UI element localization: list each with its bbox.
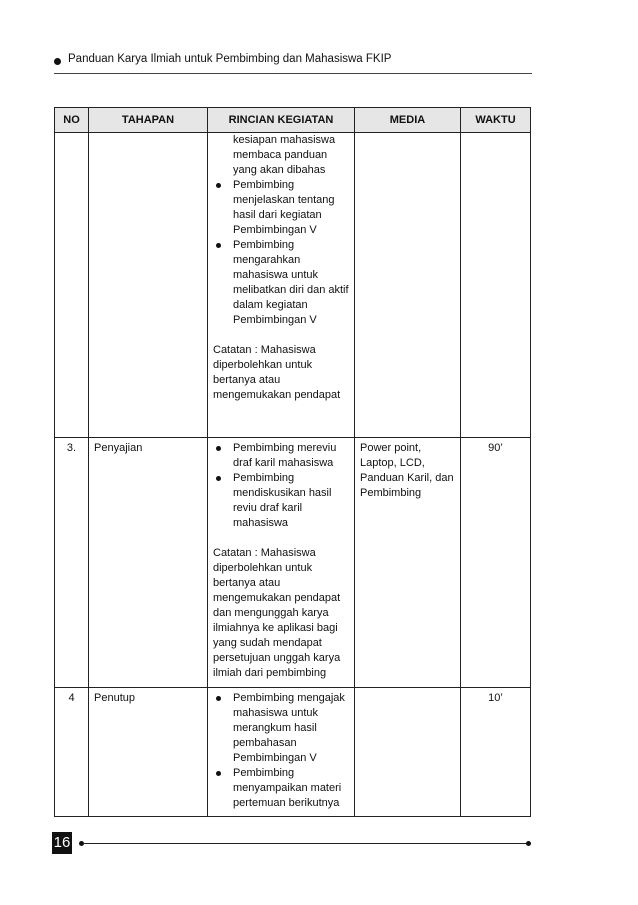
table-row — [55, 133, 531, 438]
header-title: Panduan Karya Ilmiah untuk Pembimbing dan Mahasiswa FKIP — [68, 53, 392, 65]
list-item — [213, 178, 349, 238]
bullet-icon — [216, 243, 221, 248]
bullet-icon — [216, 696, 221, 701]
row-no-cell — [55, 133, 89, 438]
activity-lead-text: kesiapan mahasiswa membaca panduan yang akan dibahas — [233, 134, 336, 176]
list-item — [213, 691, 349, 766]
list-item-text: Pembimbing menjelaskan tentang hasil dari kegiatan Pembimbingan V — [233, 179, 335, 236]
row-stage-cell — [89, 133, 208, 438]
column-header-no: NO — [55, 108, 89, 133]
column-header-waktu: WAKTU — [461, 108, 531, 133]
column-header-rincian-kegiatan: RINCIAN KEGIATAN — [208, 108, 355, 133]
list-item-text: Pembimbing mengarahkan mahasiswa untuk melibatkan diri dan aktif dalam kegiatan Pembimbingan V — [233, 239, 349, 326]
page-number: 16 — [52, 832, 72, 854]
bullet-icon — [216, 183, 221, 188]
activity-table — [54, 107, 531, 817]
row-no-cell: 4 — [55, 688, 89, 817]
activity-list — [213, 691, 349, 811]
table-header-row — [55, 108, 531, 133]
row-activity-cell — [208, 133, 355, 438]
row-stage-cell: Penutup — [89, 688, 208, 817]
row-media-cell — [355, 133, 461, 438]
column-header-tahapan: TAHAPAN — [89, 108, 208, 133]
header-divider — [54, 73, 532, 74]
activity-list — [213, 178, 349, 328]
column-header-media: MEDIA — [355, 108, 461, 133]
row-time-cell: 10’ — [461, 688, 531, 817]
activity-list — [213, 441, 349, 531]
footer-rule — [83, 843, 527, 844]
row-time-cell: 90’ — [461, 438, 531, 688]
list-item-text: Pembimbing menyampaikan materi pertemuan berikutnya — [233, 767, 342, 809]
bullet-icon — [216, 446, 221, 451]
list-item — [213, 766, 349, 811]
list-item-text: Pembimbing mendiskusikan hasil reviu draf karil mahasiswa — [233, 472, 332, 529]
list-item — [213, 441, 349, 471]
activity-note: Catatan : Mahasiswa diperbolehkan untuk bertanya atau mengemukakan pendapat — [213, 344, 341, 401]
row-no-cell: 3. — [55, 438, 89, 688]
row-stage-cell: Penyajian — [89, 438, 208, 688]
row-activity-cell — [208, 438, 355, 688]
list-item — [213, 238, 349, 328]
list-item — [213, 471, 349, 531]
list-item-text: Pembimbing mengajak mahasiswa untuk merangkum hasil pembahasan Pembimbingan V — [233, 692, 345, 764]
bullet-icon — [216, 771, 221, 776]
page-header — [54, 52, 532, 72]
list-item-text: Pembimbing mereviu draf karil mahasiswa — [233, 442, 337, 469]
row-time-cell — [461, 133, 531, 438]
header-bullet-icon — [54, 58, 61, 65]
page-footer — [52, 832, 532, 856]
table-row — [55, 438, 531, 688]
table-row — [55, 688, 531, 817]
row-activity-cell — [208, 688, 355, 817]
activity-note: Catatan : Mahasiswa diperbolehkan untuk bertanya atau mengemukakan pendapat dan mengunggah karya ilmiahnya ke aplikasi bagi yang sudah mendapat persetujuan unggah karya ilmiah dari pembimbing — [213, 547, 341, 679]
row-media-cell: Power point, Laptop, LCD, Panduan Karil, dan Pembimbing — [355, 438, 461, 688]
footer-right-dot-icon — [526, 841, 531, 846]
row-media-cell — [355, 688, 461, 817]
bullet-icon — [216, 476, 221, 481]
